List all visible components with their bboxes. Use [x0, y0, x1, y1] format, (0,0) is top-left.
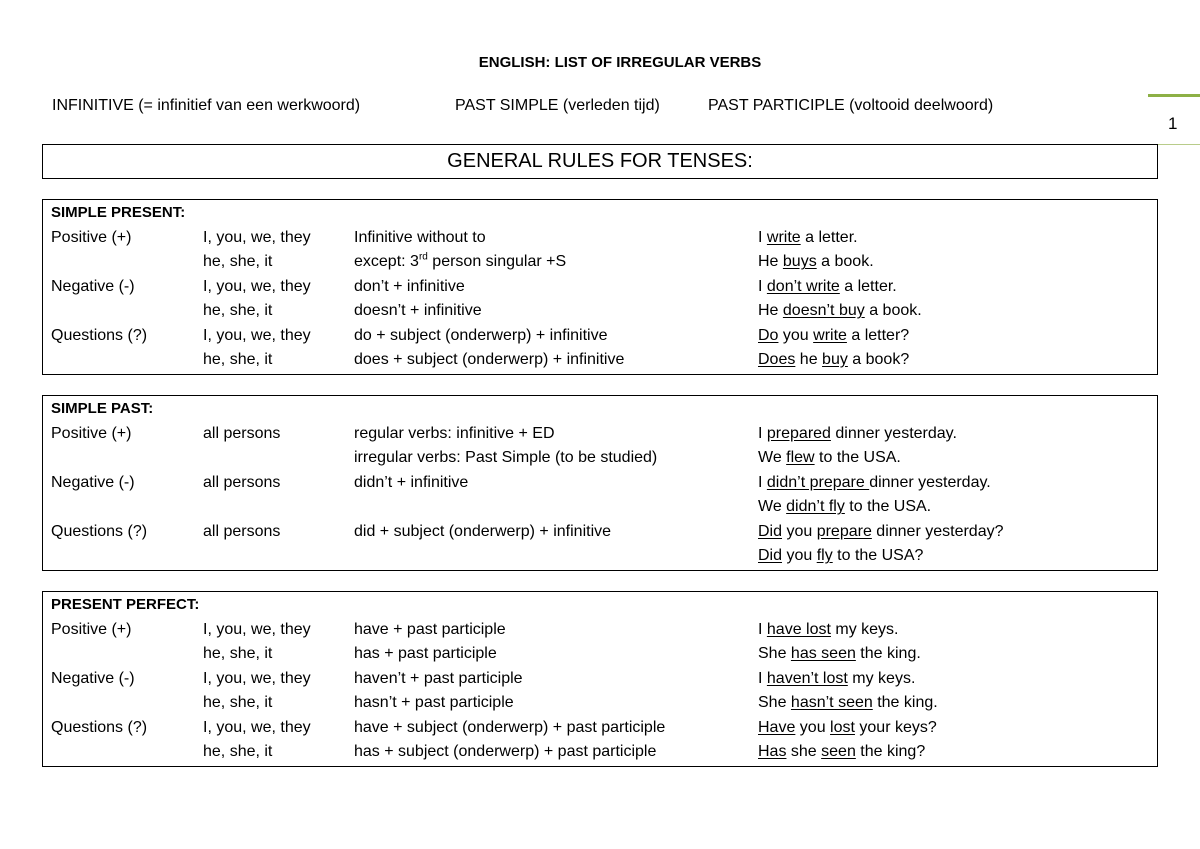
row-persons: he, she, it [203, 302, 273, 320]
row-persons: I, you, we, they [203, 621, 311, 638]
row-example: He doesn’t buy a book. [758, 302, 922, 320]
page-number: 1 [1168, 114, 1178, 133]
row-example: I didn’t prepare dinner yesterday. [758, 473, 991, 491]
section-present-perfect [42, 591, 1158, 767]
section-title: SIMPLE PRESENT: [51, 204, 186, 221]
row-rule: hasn’t + past participle [354, 694, 514, 712]
row-rule: does + subject (onderwerp) + infinitive [354, 351, 625, 368]
row-persons: he, she, it [203, 253, 273, 271]
row-type: Negative (-) [51, 277, 135, 295]
row-persons: I, you, we, they [203, 669, 311, 687]
row-rule: don’t + infinitive [354, 277, 465, 295]
row-rule: irregular verbs: Past Simple (to be studied) [354, 449, 658, 467]
row-example: We flew to the USA. [758, 449, 901, 467]
row-example: She has seen the king. [758, 645, 921, 663]
row-example: I prepared dinner yesterday. [758, 425, 957, 442]
row-example: Does he buy a book? [758, 351, 910, 368]
row-persons: he, she, it [203, 351, 273, 368]
row-persons: I, you, we, they [203, 718, 311, 736]
page-number-accent-line [1148, 94, 1200, 97]
general-rules-heading: GENERAL RULES FOR TENSES: [42, 144, 1158, 179]
row-type: Questions (?) [51, 326, 148, 344]
row-rule: didn’t + infinitive [354, 473, 469, 491]
row-persons: he, she, it [203, 743, 273, 760]
row-rule: has + past participle [354, 645, 497, 663]
row-rule: did + subject (onderwerp) + infinitive [354, 522, 612, 540]
row-example: I write a letter. [758, 229, 858, 246]
row-example: I haven’t lost my keys. [758, 669, 916, 687]
header-past-simple: PAST SIMPLE (verleden tijd) [455, 97, 660, 114]
row-type: Negative (-) [51, 473, 135, 491]
row-example: She hasn’t seen the king. [758, 694, 938, 712]
row-example: Has she seen the king? [758, 743, 926, 760]
row-rule: doesn’t + infinitive [354, 302, 482, 320]
row-example: Did you fly to the USA? [758, 547, 924, 564]
document-title: ENGLISH: LIST OF IRREGULAR VERBS [478, 54, 762, 71]
row-rule: Infinitive without to [354, 229, 486, 246]
row-rule: have + subject (onderwerp) + past participle [354, 718, 666, 736]
row-type: Questions (?) [51, 718, 148, 736]
row-example: Did you prepare dinner yesterday? [758, 522, 1004, 540]
header-past-participle: PAST PARTICIPLE (voltooid deelwoord) [708, 97, 994, 114]
row-example: I don’t write a letter. [758, 277, 897, 295]
row-example: I have lost my keys. [758, 621, 899, 638]
header-infinitive: INFINITIVE (= infinitief van een werkwoord) [52, 97, 361, 114]
row-persons: he, she, it [203, 694, 273, 712]
row-rule: regular verbs: infinitive + ED [354, 425, 555, 442]
row-persons: I, you, we, they [203, 326, 311, 344]
row-type: Negative (-) [51, 669, 135, 687]
row-example: We didn’t fly to the USA. [758, 498, 932, 516]
row-example: Have you lost your keys? [758, 718, 937, 736]
row-persons: all persons [203, 425, 281, 442]
row-type: Questions (?) [51, 522, 148, 540]
row-rule: except: 3rd person singular +S [354, 252, 567, 271]
row-example: Do you write a letter? [758, 326, 910, 344]
row-persons: all persons [203, 473, 281, 491]
row-rule: have + past participle [354, 621, 506, 638]
row-persons: all persons [203, 522, 281, 540]
row-example: He buys a book. [758, 253, 874, 271]
row-type: Positive (+) [51, 229, 132, 246]
section-title: SIMPLE PAST: [51, 400, 154, 417]
row-persons: I, you, we, they [203, 229, 311, 246]
row-type: Positive (+) [51, 621, 132, 638]
row-rule: has + subject (onderwerp) + past participle [354, 743, 657, 760]
row-type: Positive (+) [51, 425, 132, 442]
row-rule: haven’t + past participle [354, 669, 523, 687]
row-persons: he, she, it [203, 645, 273, 663]
section-title: PRESENT PERFECT: [51, 596, 200, 613]
row-persons: I, you, we, they [203, 277, 311, 295]
row-rule: do + subject (onderwerp) + infinitive [354, 326, 608, 344]
section-simple-present [42, 199, 1158, 375]
section-simple-past [42, 395, 1158, 571]
